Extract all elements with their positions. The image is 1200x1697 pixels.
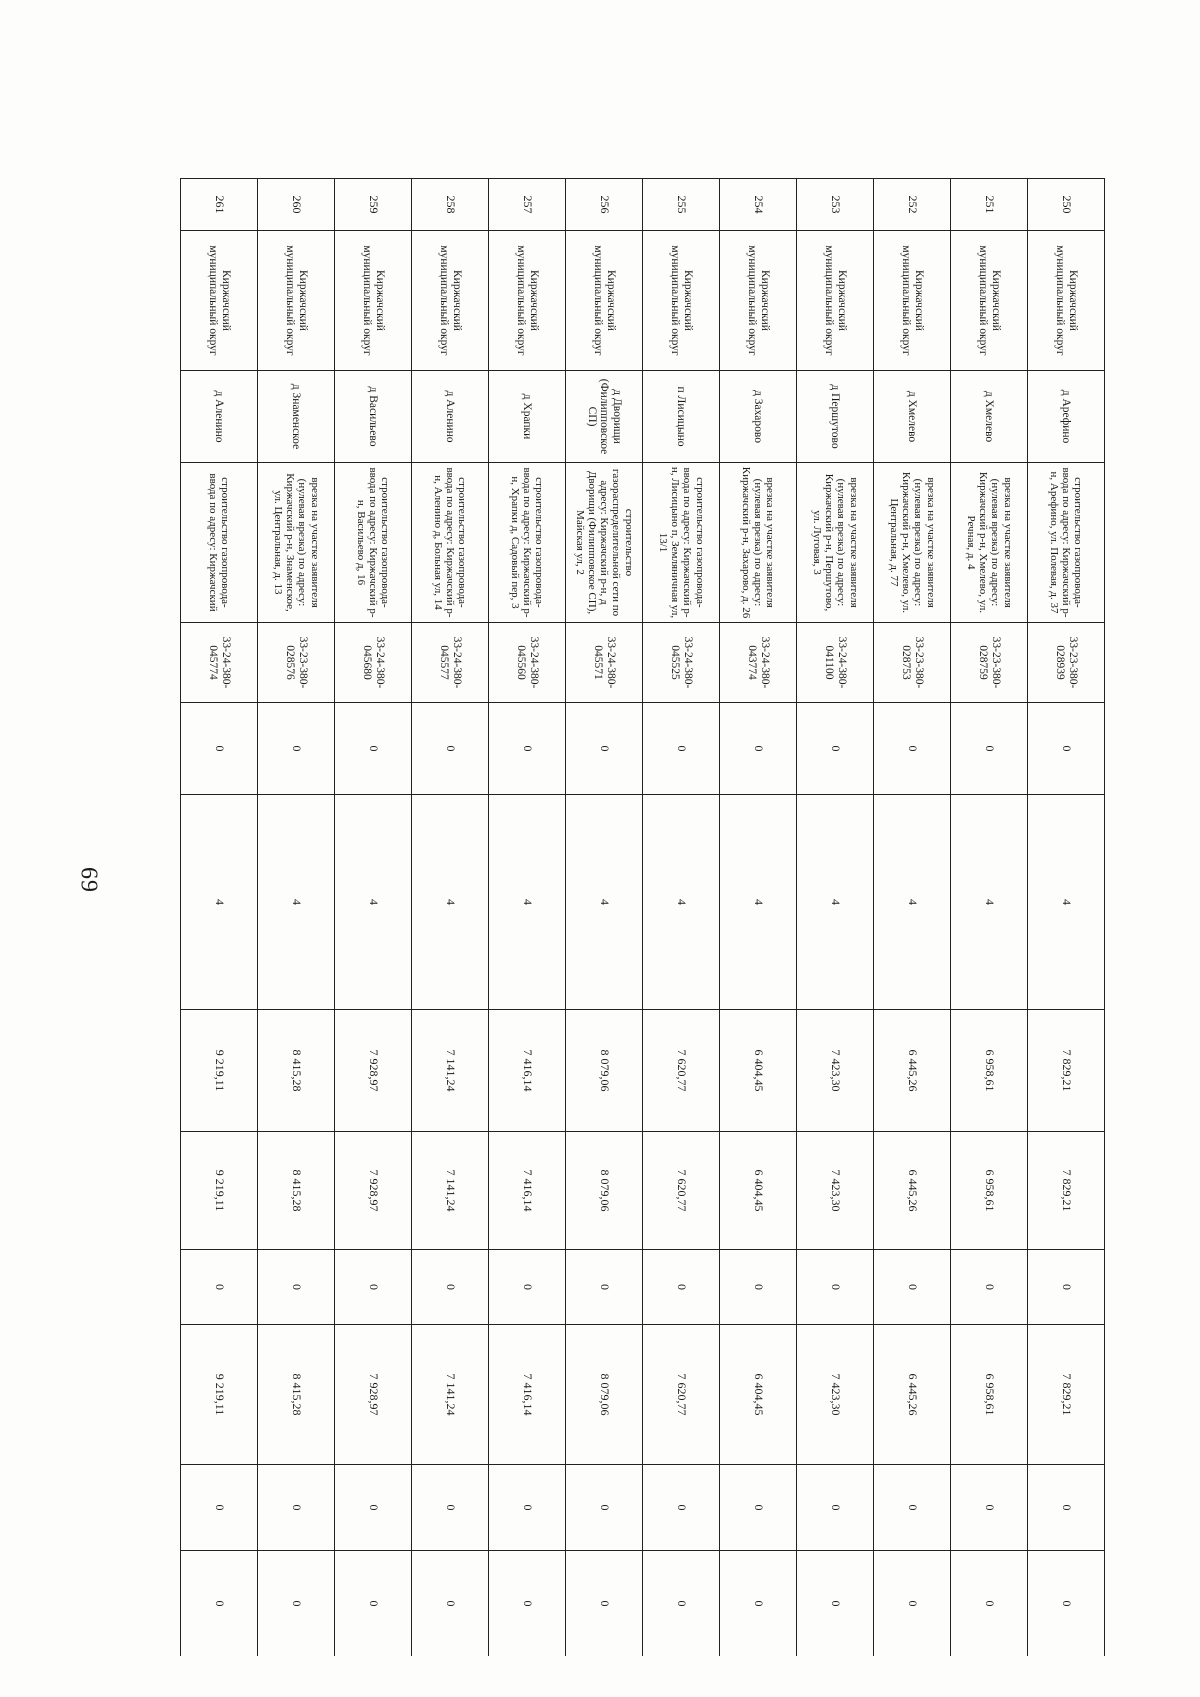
count-cell: 4: [335, 795, 412, 1010]
amount-cell: 0: [335, 1250, 412, 1325]
count-cell: 4: [181, 795, 258, 1010]
amount-cell: 0: [797, 1250, 874, 1325]
amount-cell: 0: [566, 1551, 643, 1657]
cadastral-number-cell: 33-23-380-028939: [1028, 623, 1105, 703]
amount-cell: 0: [1028, 1250, 1105, 1325]
amount-cell: 6 958,61: [951, 1325, 1028, 1465]
cadastral-number-cell: 33-23-380-028759: [951, 623, 1028, 703]
locality-cell: д Храпки: [489, 371, 566, 463]
cadastral-number-cell: 33-23-380-028576: [258, 623, 335, 703]
locality-cell: д Васильево: [335, 371, 412, 463]
count-cell: 0: [1028, 703, 1105, 795]
amount-cell: 0: [412, 1465, 489, 1551]
district-cell: Киржачский муниципальный округ: [181, 231, 258, 371]
total-amount-cell: 8 415,28: [258, 1010, 335, 1132]
amount-cell: 7 928,97: [335, 1132, 412, 1250]
count-cell: 4: [566, 795, 643, 1010]
amount-cell: 0: [874, 1250, 951, 1325]
description-cell: строительство газопровода-ввода по адресу: Киржачский р-н, Васильево д, 16: [335, 463, 412, 623]
cadastral-number-cell: 33-24-380-045571: [566, 623, 643, 703]
table-row: [720, 179, 797, 1657]
count-cell: 0: [874, 703, 951, 795]
table-row: [1028, 179, 1105, 1657]
amount-cell: 7 829,21: [1028, 1132, 1105, 1250]
amount-cell: 8 415,28: [258, 1132, 335, 1250]
table-row: [181, 179, 258, 1657]
amount-cell: 0: [258, 1250, 335, 1325]
district-cell: Киржачский муниципальный округ: [1028, 231, 1105, 371]
table-body: [181, 179, 1105, 1657]
amount-cell: 0: [1028, 1465, 1105, 1551]
amount-cell: 0: [797, 1551, 874, 1657]
amount-cell: 9 219,11: [181, 1132, 258, 1250]
amount-cell: 7 416,14: [489, 1325, 566, 1465]
amount-cell: 0: [720, 1465, 797, 1551]
description-cell: врезка на участке заявителя (нулевая врезка) по адресу: Киржачский р-н, Захарово, д. 26: [720, 463, 797, 623]
district-cell: Киржачский муниципальный округ: [797, 231, 874, 371]
row-number: 253: [797, 179, 874, 231]
amount-cell: 0: [412, 1250, 489, 1325]
count-cell: 4: [412, 795, 489, 1010]
amount-cell: 0: [489, 1551, 566, 1657]
total-amount-cell: 7 620,77: [643, 1010, 720, 1132]
count-cell: 0: [489, 703, 566, 795]
total-amount-cell: 7 423,30: [797, 1010, 874, 1132]
table-row: [874, 179, 951, 1657]
amount-cell: 0: [643, 1551, 720, 1657]
cadastral-number-cell: 33-24-380-041100: [797, 623, 874, 703]
description-cell: врезка на участке заявителя (нулевая врезка) по адресу: Киржачский р-н, Хмелево, ул. Центральная, д. 77: [874, 463, 951, 623]
description-cell: строительство газопровода-ввода по адресу: Киржачский р-н, Арефино, ул. Полевая, д. 37: [1028, 463, 1105, 623]
amount-cell: 0: [643, 1250, 720, 1325]
amount-cell: 0: [489, 1250, 566, 1325]
cadastral-number-cell: 33-24-380-045680: [335, 623, 412, 703]
total-amount-cell: 7 829,21: [1028, 1010, 1105, 1132]
total-amount-cell: 7 416,14: [489, 1010, 566, 1132]
district-cell: Киржачский муниципальный округ: [335, 231, 412, 371]
amount-cell: 0: [951, 1250, 1028, 1325]
amount-cell: 6 404,45: [720, 1132, 797, 1250]
count-cell: 0: [720, 703, 797, 795]
table-row: [643, 179, 720, 1657]
amount-cell: 0: [335, 1465, 412, 1551]
row-number: 259: [335, 179, 412, 231]
total-amount-cell: 6 404,45: [720, 1010, 797, 1132]
district-cell: Киржачский муниципальный округ: [566, 231, 643, 371]
district-cell: Киржачский муниципальный округ: [412, 231, 489, 371]
amount-cell: 6 404,45: [720, 1325, 797, 1465]
count-cell: 4: [797, 795, 874, 1010]
table-row: [489, 179, 566, 1657]
district-cell: Киржачский муниципальный округ: [489, 231, 566, 371]
count-cell: 0: [643, 703, 720, 795]
amount-cell: 0: [258, 1465, 335, 1551]
locality-cell: д Хмелево: [951, 371, 1028, 463]
amount-cell: 0: [181, 1250, 258, 1325]
amount-cell: 0: [335, 1551, 412, 1657]
amount-cell: 0: [566, 1465, 643, 1551]
amount-cell: 0: [1028, 1551, 1105, 1657]
table-row: [797, 179, 874, 1657]
description-cell: строительство газопровода-ввода по адресу: Киржачский р-н, Храпки д, Садовый пер, 3: [489, 463, 566, 623]
amount-cell: 0: [720, 1250, 797, 1325]
description-cell: врезка на участке заявителя (нулевая врезка) по адресу: Киржачский р-н, Першутово, ул. Луговая, 3: [797, 463, 874, 623]
total-amount-cell: 7 928,97: [335, 1010, 412, 1132]
amount-cell: 0: [951, 1465, 1028, 1551]
locality-cell: д Хмелево: [874, 371, 951, 463]
page-number: 69: [75, 867, 102, 893]
locality-cell: д Захарово: [720, 371, 797, 463]
row-number: 251: [951, 179, 1028, 231]
locality-cell: д Аленино: [181, 371, 258, 463]
count-cell: 0: [258, 703, 335, 795]
table-row: [951, 179, 1028, 1657]
district-cell: Киржачский муниципальный округ: [951, 231, 1028, 371]
amount-cell: 0: [797, 1465, 874, 1551]
total-amount-cell: 9 219,11: [181, 1010, 258, 1132]
row-number: 257: [489, 179, 566, 231]
description-cell: врезка на участке заявителя (нулевая врезка) по адресу: Киржачский р-н, Знаменское, ул. Центральная, д. 13: [258, 463, 335, 623]
amount-cell: 0: [412, 1551, 489, 1657]
amount-cell: 0: [643, 1465, 720, 1551]
total-amount-cell: 8 079,06: [566, 1010, 643, 1132]
amount-cell: 6 445,26: [874, 1132, 951, 1250]
total-amount-cell: 6 958,61: [951, 1010, 1028, 1132]
cadastral-number-cell: 33-24-380-045560: [489, 623, 566, 703]
cadastral-number-cell: 33-24-380-043774: [720, 623, 797, 703]
count-cell: 4: [1028, 795, 1105, 1010]
district-cell: Киржачский муниципальный округ: [720, 231, 797, 371]
amount-cell: 7 620,77: [643, 1325, 720, 1465]
table-row: [566, 179, 643, 1657]
cadastral-number-cell: 33-24-380-045774: [181, 623, 258, 703]
table-row: [258, 179, 335, 1657]
amount-cell: 7 423,30: [797, 1132, 874, 1250]
count-cell: 0: [181, 703, 258, 795]
count-cell: 4: [951, 795, 1028, 1010]
row-number: 252: [874, 179, 951, 231]
table-row: [335, 179, 412, 1657]
count-cell: 0: [412, 703, 489, 795]
cadastral-number-cell: 33-24-380-045577: [412, 623, 489, 703]
amount-cell: 0: [181, 1551, 258, 1657]
amount-cell: 7 423,30: [797, 1325, 874, 1465]
amount-cell: 0: [566, 1250, 643, 1325]
count-cell: 4: [874, 795, 951, 1010]
description-cell: строительство газопровода-ввода по адресу: Киржачский р-н, Аленино д, Больная ул, 14: [412, 463, 489, 623]
amount-cell: 0: [181, 1465, 258, 1551]
table-frame: [180, 178, 1105, 1656]
amount-cell: 7 416,14: [489, 1132, 566, 1250]
locality-cell: д Дворищи (Филипповское СП): [566, 371, 643, 463]
amount-cell: 7 141,24: [412, 1132, 489, 1250]
locality-cell: д Першутово: [797, 371, 874, 463]
count-cell: 0: [797, 703, 874, 795]
locality-cell: д Аленино: [412, 371, 489, 463]
description-cell: строительство газопровода-ввода по адресу: Киржачский: [181, 463, 258, 623]
amount-cell: 0: [720, 1551, 797, 1657]
amount-cell: 0: [489, 1465, 566, 1551]
amount-cell: 7 928,97: [335, 1325, 412, 1465]
amount-cell: 7 829,21: [1028, 1325, 1105, 1465]
district-cell: Киржачский муниципальный округ: [643, 231, 720, 371]
count-cell: 0: [335, 703, 412, 795]
amount-cell: 0: [951, 1551, 1028, 1657]
count-cell: 0: [951, 703, 1028, 795]
amount-cell: 8 415,28: [258, 1325, 335, 1465]
amount-cell: 0: [874, 1551, 951, 1657]
row-number: 254: [720, 179, 797, 231]
cadastral-number-cell: 33-24-380-045525: [643, 623, 720, 703]
amount-cell: 9 219,11: [181, 1325, 258, 1465]
district-cell: Киржачский муниципальный округ: [258, 231, 335, 371]
amount-cell: 6 958,61: [951, 1132, 1028, 1250]
locality-cell: д Арефино: [1028, 371, 1105, 463]
locality-cell: д Знаменское: [258, 371, 335, 463]
row-number: 260: [258, 179, 335, 231]
total-amount-cell: 7 141,24: [412, 1010, 489, 1132]
row-number: 255: [643, 179, 720, 231]
district-cell: Киржачский муниципальный округ: [874, 231, 951, 371]
row-number: 258: [412, 179, 489, 231]
register-table: [180, 178, 1105, 1656]
amount-cell: 7 141,24: [412, 1325, 489, 1465]
description-cell: строительство газопровода-ввода по адресу: Киржачский р-н, Лисицыно п, Земляничная ул, 13/1: [643, 463, 720, 623]
row-number: 250: [1028, 179, 1105, 231]
description-cell: строительство газораспределительной сети по адресу: Киржачский р-н, д Дворищи (Филипповское СП), Майская ул, 2: [566, 463, 643, 623]
amount-cell: 8 079,06: [566, 1325, 643, 1465]
amount-cell: 6 445,26: [874, 1325, 951, 1465]
count-cell: 4: [720, 795, 797, 1010]
amount-cell: 7 620,77: [643, 1132, 720, 1250]
locality-cell: п Лисицыно: [643, 371, 720, 463]
amount-cell: 0: [874, 1465, 951, 1551]
description-cell: врезка на участке заявителя (нулевая врезка) по адресу: Киржачский р-н, Хмелево, ул. Речная, д. 4: [951, 463, 1028, 623]
count-cell: 4: [258, 795, 335, 1010]
row-number: 256: [566, 179, 643, 231]
table-row: [412, 179, 489, 1657]
total-amount-cell: 6 445,26: [874, 1010, 951, 1132]
count-cell: 4: [643, 795, 720, 1010]
amount-cell: 8 079,06: [566, 1132, 643, 1250]
count-cell: 0: [566, 703, 643, 795]
amount-cell: 0: [258, 1551, 335, 1657]
cadastral-number-cell: 33-23-380-028753: [874, 623, 951, 703]
row-number: 261: [181, 179, 258, 231]
count-cell: 4: [489, 795, 566, 1010]
